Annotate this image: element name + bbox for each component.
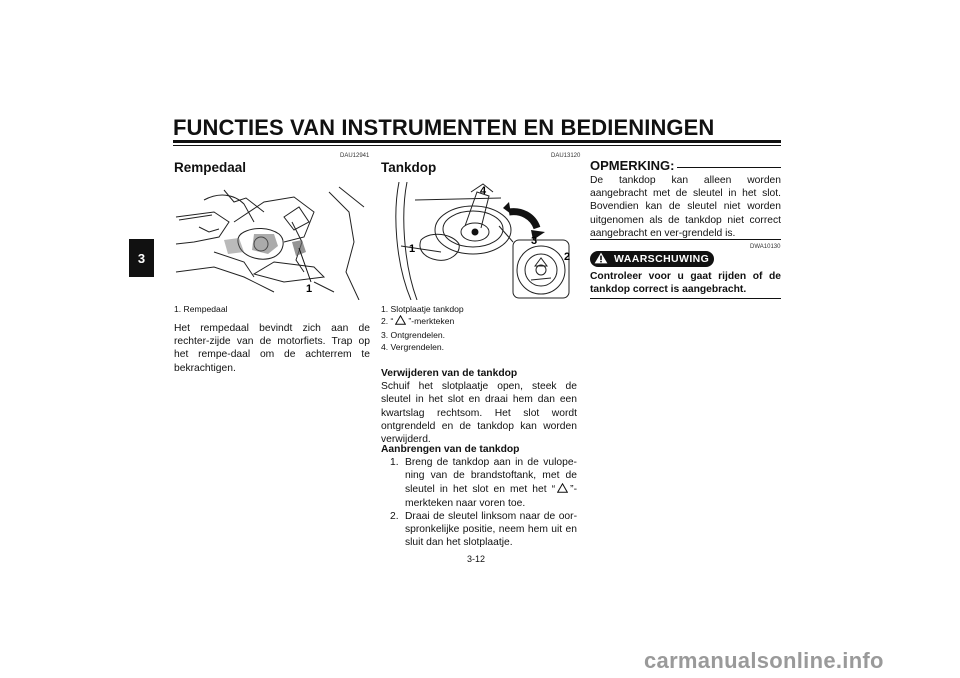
body-text-rempedaal: Het rempedaal bevindt zich aan de rechter-zijde van de motorfiets. Trap op het rempe-daal om de achterrem te bekrachtigen. <box>174 323 370 374</box>
header-rule-thin <box>173 145 781 146</box>
caption-2 <box>381 315 577 328</box>
note-text: De tankdop kan alleen worden aangebracht met de sleutel in het slot. Bovendien kan de sleutel niet worden uitgenomen als de tankdop niet correct aangebracht en ver-grendeld is. <box>590 175 781 239</box>
note-title: OPMERKING: <box>590 158 675 173</box>
caption-2-pre: 2. “ <box>381 316 394 327</box>
warning-bottom-rule <box>590 298 781 299</box>
warning-code: DWA10130 <box>750 244 781 250</box>
brake-pedal-illustration <box>174 182 369 300</box>
watermark: carmanualsonline.info <box>644 648 884 673</box>
section-title-rempedaal: Rempedaal <box>174 160 247 175</box>
list-number: 2. <box>390 511 399 523</box>
callout-1: 1 <box>306 283 313 295</box>
warning-label: WAARSCHUWING <box>614 253 710 265</box>
list-item <box>381 456 577 510</box>
note-bottom-rule <box>590 239 781 240</box>
figure-caption-list <box>381 303 577 354</box>
install-heading: Aanbrengen van de tankdop <box>381 444 520 455</box>
page-number: 3-12 <box>467 554 486 564</box>
step-1-post: ”-merkteken naar voren toe. <box>405 483 577 509</box>
callout-4: 4 <box>480 185 487 197</box>
install-section <box>381 443 577 550</box>
callout-3: 3 <box>531 235 538 247</box>
removal-section <box>381 367 577 446</box>
brake-pedal-figure <box>174 182 369 300</box>
note-header <box>590 157 781 171</box>
list-number: 1. <box>390 457 399 469</box>
warning-triangle-icon <box>594 252 608 267</box>
section-code: DAU12941 <box>340 153 370 159</box>
note-rule <box>665 167 781 168</box>
section-code: DAU13120 <box>551 153 581 159</box>
warning-text: Controleer voor u gaat rijden of de tankdop correct is aangebracht. <box>590 271 781 296</box>
warning-badge <box>590 251 714 267</box>
step-2-text: Draai de sleutel linksom naar de oor-spronkelijke positie, neem hem uit en sluit dan het slotplaatje. <box>405 511 577 549</box>
fuel-cap-figure <box>381 182 577 300</box>
chapter-tab: 3 <box>129 239 154 277</box>
caption-1: 1. Slotplaatje tankdop <box>381 304 464 314</box>
section-title-tankdop: Tankdop <box>381 160 437 175</box>
caption-3: 3. Ontgrendelen. <box>381 329 446 340</box>
caption-2-post: ”-merkteken <box>408 316 455 327</box>
figure-caption: 1. Rempedaal <box>174 304 228 314</box>
callout-2: 2 <box>564 251 571 263</box>
step-1-pre: Breng de tankdop aan in de vulope-ning van de brandstoftank, met de sleutel in het slot en met het “ <box>405 457 577 495</box>
triangle-mark-icon <box>395 315 406 328</box>
caption-4: 4. Vergrendelen. <box>381 342 445 353</box>
header-rule <box>173 140 781 143</box>
list-item <box>381 510 577 550</box>
callout-1: 1 <box>409 243 416 255</box>
triangle-mark-icon <box>557 483 568 497</box>
removal-heading: Verwijderen van de tankdop <box>381 368 518 379</box>
fuel-cap-illustration <box>381 182 577 300</box>
page-title: FUNCTIES VAN INSTRUMENTEN EN BEDIENINGEN <box>173 115 715 140</box>
removal-text: Schuif het slotplaatje open, steek de sleutel in het slot en draai hem dan een kwartslag rechtsom. Het slot wordt ontgrendeld en de tankdop kan worden verwijderd. <box>381 381 577 446</box>
